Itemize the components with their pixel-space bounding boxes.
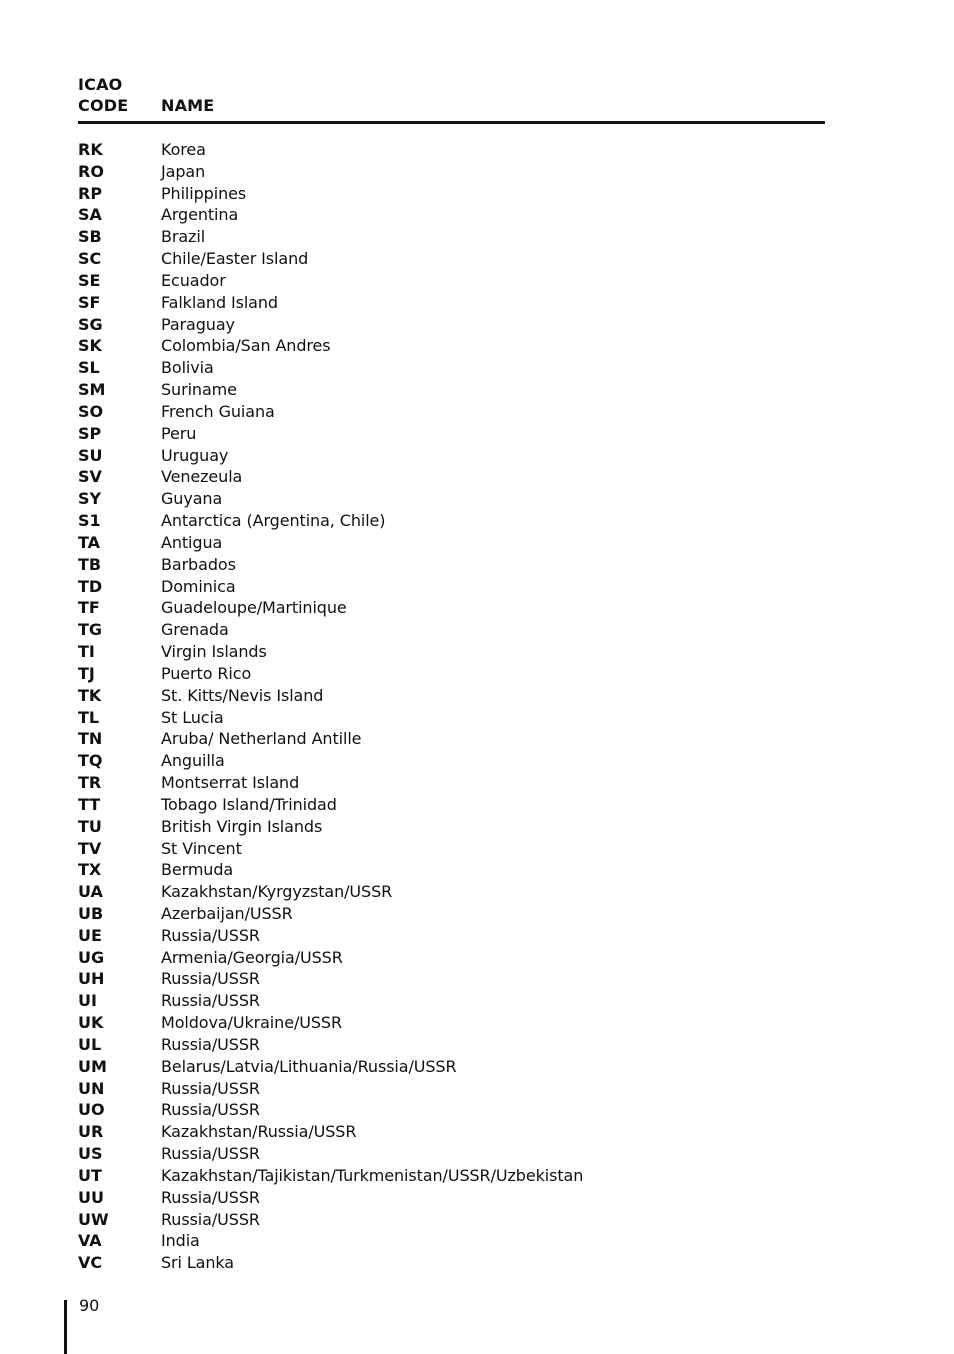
icao-code: TL xyxy=(78,707,100,727)
country-name: Bolivia xyxy=(161,358,214,378)
icao-code: UI xyxy=(78,991,97,1011)
margin-bar xyxy=(64,1300,67,1354)
icao-code: UA xyxy=(78,882,103,902)
icao-code: UU xyxy=(78,1187,104,1207)
table-row xyxy=(78,1056,824,1078)
icao-code: SO xyxy=(78,401,104,421)
country-name: Brazil xyxy=(161,227,206,247)
icao-code: UG xyxy=(78,947,105,967)
table-row xyxy=(78,1121,824,1143)
country-name: Russia/USSR xyxy=(161,969,260,989)
country-name: Kazakhstan/Tajikistan/Turkmenistan/USSR/Uzbekistan xyxy=(161,1165,584,1185)
country-name: Antarctica (Argentina, Chile) xyxy=(161,511,386,531)
country-name: Kazakhstan/Russia/USSR xyxy=(161,1122,357,1142)
table-row xyxy=(78,881,824,903)
icao-code: UE xyxy=(78,925,102,945)
table-row xyxy=(78,423,824,445)
icao-code: TN xyxy=(78,729,103,749)
icao-code: S1 xyxy=(78,511,101,531)
icao-code: TJ xyxy=(78,663,95,683)
icao-code: TX xyxy=(78,860,102,880)
table-row xyxy=(78,947,824,969)
icao-code: UO xyxy=(78,1100,105,1120)
table-row xyxy=(78,794,824,816)
country-name: Aruba/ Netherland Antille xyxy=(161,729,362,749)
table-row xyxy=(78,597,824,619)
icao-code: TG xyxy=(78,620,103,640)
country-name: Korea xyxy=(161,140,206,159)
icao-code: SB xyxy=(78,227,102,247)
country-name: Russia/USSR xyxy=(161,925,260,945)
table-row xyxy=(78,357,824,379)
icao-code: SV xyxy=(78,467,102,487)
icao-code: UM xyxy=(78,1056,107,1076)
icao-code: RK xyxy=(78,140,103,159)
table-row xyxy=(78,314,824,336)
country-name: Falkland Island xyxy=(161,292,278,312)
country-name: Sri Lanka xyxy=(161,1253,235,1273)
table-row xyxy=(78,1143,824,1165)
country-name: French Guiana xyxy=(161,401,275,421)
country-name: Ecuador xyxy=(161,270,226,290)
icao-code: SK xyxy=(78,336,102,356)
icao-code: SF xyxy=(78,292,101,312)
country-name: Russia/USSR xyxy=(161,991,260,1011)
table-row xyxy=(78,925,824,947)
table-row xyxy=(78,248,824,270)
table-row xyxy=(78,139,824,161)
country-name: Puerto Rico xyxy=(161,663,252,683)
country-name: British Virgin Islands xyxy=(161,816,323,836)
country-name: Anguilla xyxy=(161,751,225,771)
country-name: Virgin Islands xyxy=(161,642,267,662)
table-row xyxy=(78,619,824,641)
country-name: Russia/USSR xyxy=(161,1034,260,1054)
table-row xyxy=(78,816,824,838)
icao-code: TA xyxy=(78,532,101,552)
table-row xyxy=(78,641,824,663)
table-header xyxy=(78,74,824,124)
icao-code: TV xyxy=(78,838,102,858)
country-name: Russia/USSR xyxy=(161,1209,260,1229)
icao-code: SP xyxy=(78,423,102,443)
icao-code: RP xyxy=(78,183,103,203)
country-name: Barbados xyxy=(161,554,236,574)
table-row xyxy=(78,859,824,881)
table-row xyxy=(78,204,824,226)
country-name: Japan xyxy=(161,161,206,181)
country-name: Suriname xyxy=(161,380,237,400)
table-row xyxy=(78,1230,824,1252)
country-name: Guadeloupe/Martinique xyxy=(161,598,347,618)
icao-code: RO xyxy=(78,161,104,181)
icao-code: TI xyxy=(78,642,95,662)
country-name: Guyana xyxy=(161,489,223,509)
table-row xyxy=(78,401,824,423)
country-name: Russia/USSR xyxy=(161,1187,260,1207)
icao-code: SG xyxy=(78,314,103,334)
country-name: Venezeula xyxy=(161,467,243,487)
icao-code: UR xyxy=(78,1122,104,1142)
country-name: Belarus/Latvia/Lithuania/Russia/USSR xyxy=(161,1056,457,1076)
table-row xyxy=(78,1209,824,1231)
table-row xyxy=(78,663,824,685)
country-name: Paraguay xyxy=(161,314,235,334)
name-column-header: NAME xyxy=(161,96,215,115)
icao-code-header-line2: CODE xyxy=(78,96,129,115)
country-name: St. Kitts/Nevis Island xyxy=(161,685,324,705)
icao-code: UN xyxy=(78,1078,105,1098)
header-divider xyxy=(78,121,825,124)
table-row xyxy=(78,292,824,314)
icao-code: TD xyxy=(78,576,103,596)
table-row xyxy=(78,466,824,488)
country-name: India xyxy=(161,1231,200,1251)
country-name: Montserrat Island xyxy=(161,773,300,793)
icao-code: US xyxy=(78,1144,103,1164)
table-row xyxy=(78,968,824,990)
icao-code: UL xyxy=(78,1034,102,1054)
icao-code: TR xyxy=(78,773,102,793)
icao-code: VA xyxy=(78,1231,102,1251)
table-row xyxy=(78,728,824,750)
table-row xyxy=(78,1187,824,1209)
icao-code-column-header xyxy=(78,74,128,116)
table-row xyxy=(78,1099,824,1121)
icao-code: SC xyxy=(78,249,102,269)
country-name: Bermuda xyxy=(161,860,234,880)
country-name: Grenada xyxy=(161,620,229,640)
icao-code: UH xyxy=(78,969,105,989)
icao-code-header-line1: ICAO xyxy=(78,75,123,94)
country-name: Tobago Island/Trinidad xyxy=(161,794,337,814)
icao-code: TF xyxy=(78,598,100,618)
table-row xyxy=(78,532,824,554)
table-row xyxy=(78,750,824,772)
table-row xyxy=(78,576,824,598)
icao-code: SU xyxy=(78,445,103,465)
table-row xyxy=(78,335,824,357)
table-row xyxy=(78,990,824,1012)
icao-code: UW xyxy=(78,1209,109,1229)
table-row xyxy=(78,1012,824,1034)
country-name: Antigua xyxy=(161,532,223,552)
icao-code: TU xyxy=(78,816,102,836)
table-row xyxy=(78,1252,824,1274)
icao-code: UB xyxy=(78,903,104,923)
icao-code: SL xyxy=(78,358,100,378)
icao-code: SE xyxy=(78,270,101,290)
table-row xyxy=(78,1078,824,1100)
country-name: Uruguay xyxy=(161,445,229,465)
country-name: Argentina xyxy=(161,205,239,225)
country-name: St Vincent xyxy=(161,838,242,858)
country-name: Russia/USSR xyxy=(161,1100,260,1120)
country-name: Moldova/Ukraine/USSR xyxy=(161,1013,342,1033)
icao-code: VC xyxy=(78,1253,103,1273)
country-name: St Lucia xyxy=(161,707,224,727)
table-row xyxy=(78,510,824,532)
table-row xyxy=(78,270,824,292)
table-row xyxy=(78,838,824,860)
country-name: Chile/Easter Island xyxy=(161,249,309,269)
country-name: Dominica xyxy=(161,576,236,596)
table-row xyxy=(78,772,824,794)
table-row xyxy=(78,226,824,248)
table-row xyxy=(78,1165,824,1187)
table-row xyxy=(78,488,824,510)
icao-code-table xyxy=(78,139,824,1274)
country-name: Philippines xyxy=(161,183,247,203)
table-row xyxy=(78,379,824,401)
page-number: 90 xyxy=(79,1296,100,1315)
country-name: Russia/USSR xyxy=(161,1078,260,1098)
country-name: Colombia/San Andres xyxy=(161,336,331,356)
country-name: Kazakhstan/Kyrgyzstan/USSR xyxy=(161,882,393,902)
country-name: Azerbaijan/USSR xyxy=(161,903,293,923)
table-row xyxy=(78,707,824,729)
table-row xyxy=(78,903,824,925)
table-row xyxy=(78,685,824,707)
icao-code: UT xyxy=(78,1165,102,1185)
icao-code: SY xyxy=(78,489,102,509)
icao-code: TT xyxy=(78,794,101,814)
icao-code: SM xyxy=(78,380,106,400)
icao-code: TK xyxy=(78,685,102,705)
table-row xyxy=(78,554,824,576)
icao-code: SA xyxy=(78,205,102,225)
country-name: Peru xyxy=(161,423,197,443)
table-row xyxy=(78,445,824,467)
country-name: Russia/USSR xyxy=(161,1144,260,1164)
table-row xyxy=(78,183,824,205)
country-name: Armenia/Georgia/USSR xyxy=(161,947,343,967)
table-row xyxy=(78,1034,824,1056)
icao-code: TB xyxy=(78,554,102,574)
icao-code: UK xyxy=(78,1013,104,1033)
icao-code: TQ xyxy=(78,751,103,771)
table-row xyxy=(78,161,824,183)
